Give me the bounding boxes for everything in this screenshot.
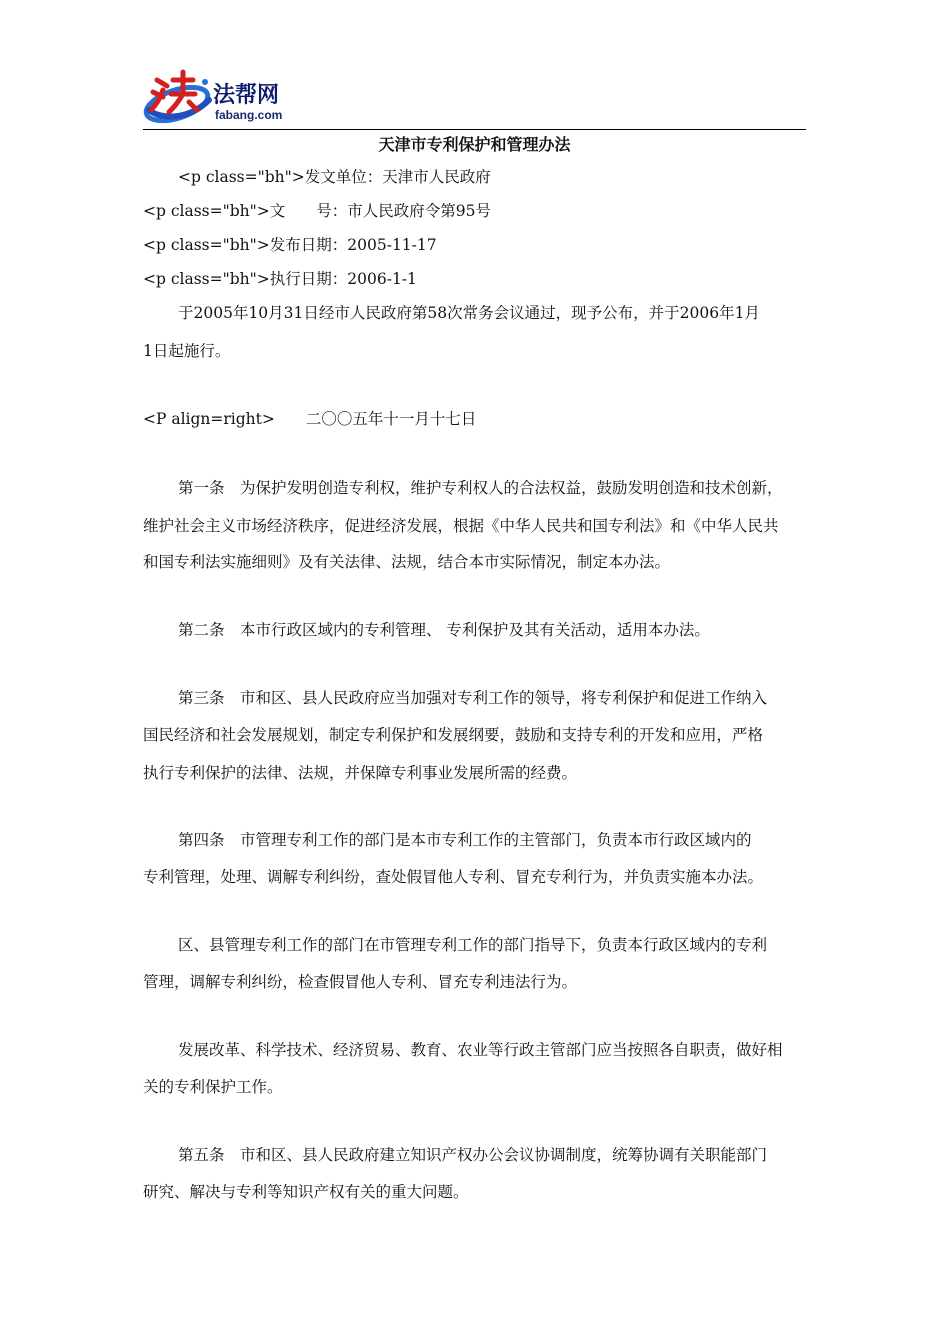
meta-issuer: <p class="bh">发文单位：天津市人民政府 (178, 168, 491, 186)
paragraph-line: 第二条 本市行政区域内的专利管理、 专利保护及其有关活动，适用本办法。 (178, 621, 710, 639)
paragraph-line: 执行专利保护的法律、法规，并保障专利事业发展所需的经费。 (143, 764, 578, 782)
header-divider (143, 129, 806, 130)
paragraph-line: 第五条 市和区、县人民政府建立知识产权办公会议协调制度，统筹协调有关职能部门 (178, 1146, 768, 1164)
paragraph-line: 和国专利法实施细则》及有关法律、法规，结合本市实际情况，制定本办法。 (143, 553, 671, 571)
logo-english-text: fabang.com (215, 108, 283, 122)
logo-chinese-text: 法帮网 (213, 83, 280, 108)
fabang-logo[interactable] (143, 64, 313, 126)
paragraph-line: 专利管理，处理、调解专利纠纷，查处假冒他人专利、冒充专利行为，并负责实施本办法。 (143, 868, 764, 886)
paragraph-line: 研究、解决与专利等知识产权有关的重大问题。 (143, 1183, 469, 1201)
fabang-logo-icon (143, 64, 215, 126)
paragraph-line: 国民经济和社会发展规划，制定专利保护和发展纲要，鼓励和支持专利的开发和应用，严格 (143, 726, 764, 744)
paragraph-line: 于2005年10月31日经市人民政府第58次常务会议通过，现予公布，并于2006年1月 (178, 304, 760, 322)
paragraph-line: 维护社会主义市场经济秩序，促进经济发展，根据《中华人民共和国专利法》和《中华人民共 (143, 517, 779, 535)
paragraph-line: 管理，调解专利纠纷，检查假冒他人专利、冒充专利违法行为。 (143, 973, 578, 991)
document-title: 天津市专利保护和管理办法 (378, 135, 571, 154)
paragraph-line: 发展改革、科学技术、经济贸易、教育、农业等行政主管部门应当按照各自职责，做好相 (178, 1041, 783, 1059)
paragraph-line: 1日起施行。 (143, 342, 231, 360)
signature-date-line: <P align=right> 二〇〇五年十一月十七日 (143, 410, 477, 428)
paragraph-line: 第三条 市和区、县人民政府应当加强对专利工作的领导，将专利保护和促进工作纳入 (178, 689, 768, 707)
paragraph-line: 第四条 市管理专利工作的部门是本市专利工作的主管部门，负责本市行政区域内的 (178, 831, 752, 849)
paragraph-line: 第一条 为保护发明创造专利权，维护专利权人的合法权益，鼓励发明创造和技术创新， (178, 479, 783, 497)
meta-document-number: <p class="bh">文 号：市人民政府令第95号 (143, 202, 491, 220)
meta-publish-date: <p class="bh">发布日期：2005-11-17 (143, 236, 437, 254)
paragraph-line: 关的专利保护工作。 (143, 1078, 283, 1096)
paragraph-line: 区、县管理专利工作的部门在市管理专利工作的部门指导下，负责本行政区域内的专利 (178, 936, 768, 954)
meta-effective-date: <p class="bh">执行日期：2006-1-1 (143, 270, 417, 288)
